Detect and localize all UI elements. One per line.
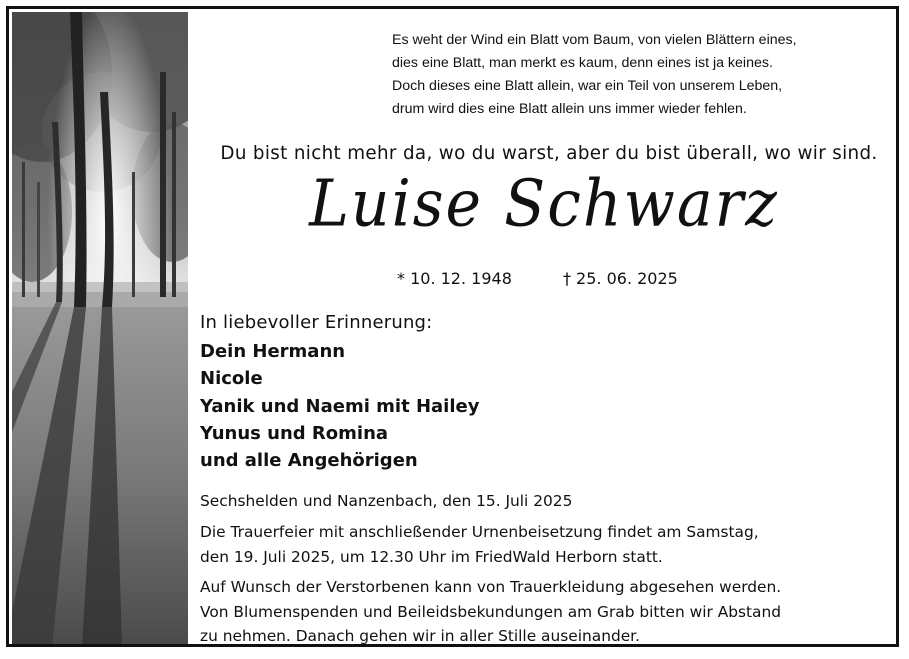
birth-date: * 10. 12. 1948 — [397, 269, 512, 288]
poem — [392, 29, 897, 121]
wishes-line: zu nehmen. Danach gehen wir in aller Stille auseinander. — [200, 627, 640, 645]
mourner: und alle Angehörigen — [200, 450, 418, 472]
trees-photo — [12, 12, 188, 647]
funeral-info — [200, 520, 759, 569]
death-date: † 25. 06. 2025 — [562, 269, 678, 288]
place-date: Sechshelden und Nanzenbach, den 15. Juli 2025 — [200, 492, 573, 510]
wishes-line: Auf Wunsch der Verstorbenen kann von Trauerkleidung abgesehen werden. — [200, 578, 782, 596]
motto: Du bist nicht mehr da, wo du warst, aber du bist überall, wo wir sind. — [220, 143, 878, 164]
mourner: Nicole — [200, 368, 263, 390]
memory-heading: In liebevoller Erinnerung: — [200, 312, 433, 333]
life-dates — [397, 269, 678, 288]
poem-line: Doch dieses eine Blatt allein, war ein Teil von unserem Leben, — [392, 78, 783, 94]
deceased-name: Luise Schwarz — [309, 166, 779, 242]
poem-line: dies eine Blatt, man merkt es kaum, denn eines ist ja keines. — [392, 55, 773, 71]
wishes-line: Von Blumenspenden und Beileidsbekundungen am Grab bitten wir Abstand — [200, 602, 782, 621]
poem-line: Es weht der Wind ein Blatt vom Baum, von vielen Blättern eines, — [392, 32, 797, 48]
wishes — [200, 575, 781, 647]
mourners-list — [200, 338, 479, 474]
funeral-info-line: Die Trauerfeier mit anschließender Urnenbeisetzung findet am Samstag, — [200, 523, 759, 541]
mourner: Dein Hermann — [200, 341, 346, 362]
mourner: Yanik und Naemi mit Hailey — [200, 395, 480, 417]
obituary-frame — [6, 6, 899, 647]
poem-line: drum wird dies eine Blatt allein uns immer wieder fehlen. — [392, 101, 747, 117]
mourner: Yunus und Romina — [200, 422, 389, 444]
funeral-info-line: den 19. Juli 2025, um 12.30 Uhr im FriedWald Herborn statt. — [200, 547, 663, 566]
